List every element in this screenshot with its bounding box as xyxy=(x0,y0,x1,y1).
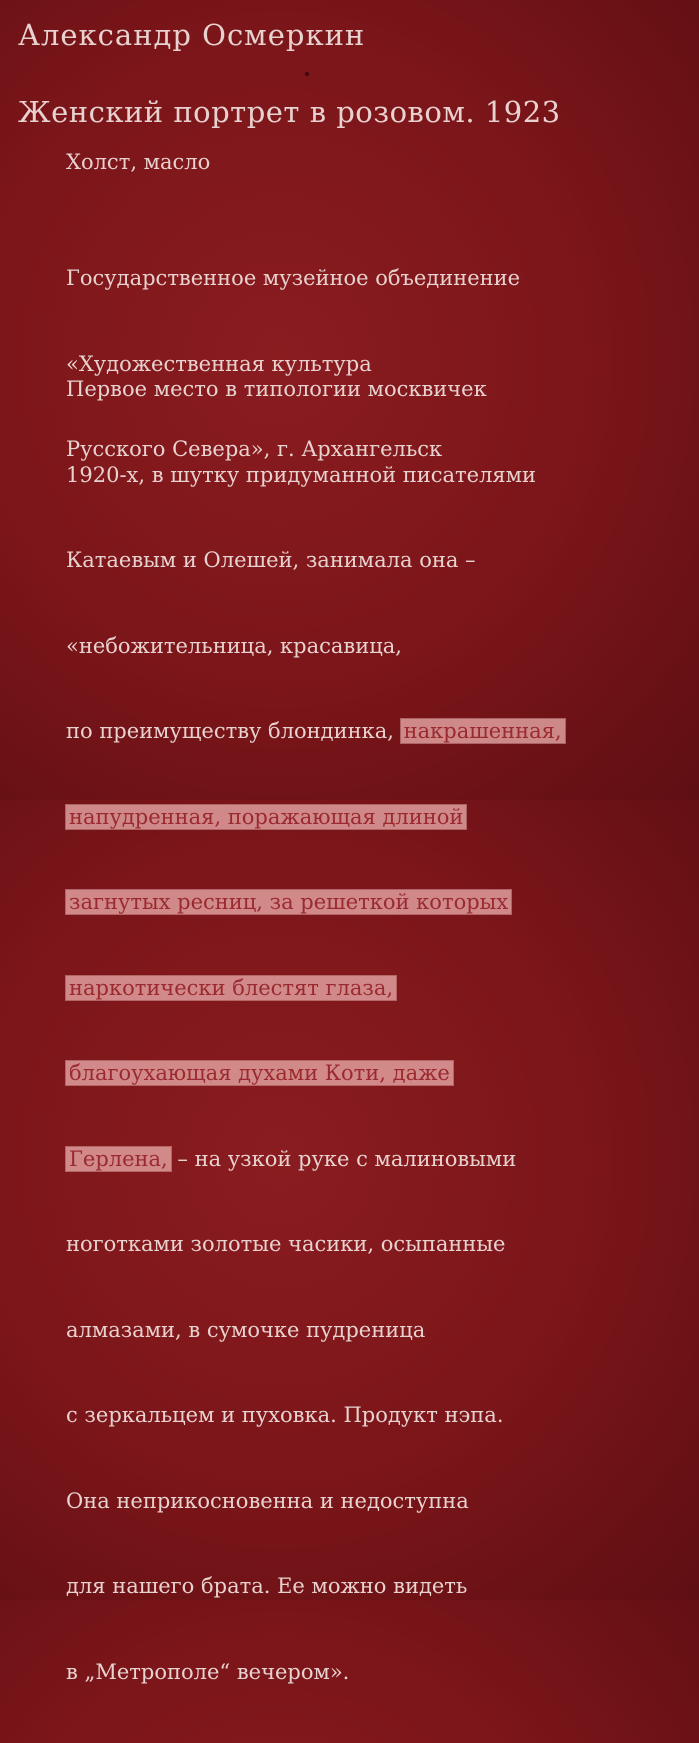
owner-line: Русского Севера», г. Архангельск xyxy=(66,437,443,461)
description-line: Первое место в типологии москвичек xyxy=(66,377,487,401)
description-line xyxy=(66,1145,565,1174)
highlighted-text: напудренная, поражающая длиной xyxy=(66,805,466,829)
description-line: Катаевым и Олешей, занимала она – xyxy=(66,548,476,572)
description-line xyxy=(66,974,565,1003)
artwork-medium: Холст, масло xyxy=(66,150,211,174)
owner-line: Государственное музейное объединение xyxy=(66,266,521,290)
description-line: в „Метрополе“ вечером». xyxy=(66,1659,350,1684)
description-line: 1920-х, в шутку придуманной писателями xyxy=(66,462,537,487)
pin-hole xyxy=(305,72,309,76)
description-line: для нашего брата. Ее можно видеть xyxy=(66,1574,468,1598)
highlighted-text: накрашенная, xyxy=(401,719,565,743)
description-line: ноготками золотые часики, осыпанные xyxy=(66,1232,506,1256)
description-line xyxy=(66,717,565,746)
highlighted-text: Герлена, xyxy=(66,1147,171,1171)
highlighted-text: наркотически блестят глаза, xyxy=(66,976,396,1000)
description-block xyxy=(66,318,565,1743)
description-line: с зеркальцем и пуховка. Продукт нэпа. xyxy=(66,1403,504,1427)
description-line: «небожительница, красавица, xyxy=(66,633,402,658)
highlighted-text: благоухающая духами Коти, даже xyxy=(66,1061,453,1085)
artist-name: Александр Осмеркин xyxy=(18,18,366,52)
highlighted-text: загнутых ресниц, за решеткой которых xyxy=(66,890,511,914)
description-text: по преимуществу блондинка, xyxy=(66,719,401,743)
description-text: – на узкой руке с малиновыми xyxy=(170,1146,517,1171)
description-line: алмазами, в сумочке пудреница xyxy=(66,1317,426,1342)
description-line xyxy=(66,803,565,832)
artwork-title: Женский портрет в розовом. 1923 xyxy=(18,95,561,129)
description-line xyxy=(66,888,565,917)
owner-line: «Художественная культура xyxy=(66,351,372,376)
description-line xyxy=(66,1059,565,1088)
description-line: Она неприкосновенна и недоступна xyxy=(66,1488,469,1513)
